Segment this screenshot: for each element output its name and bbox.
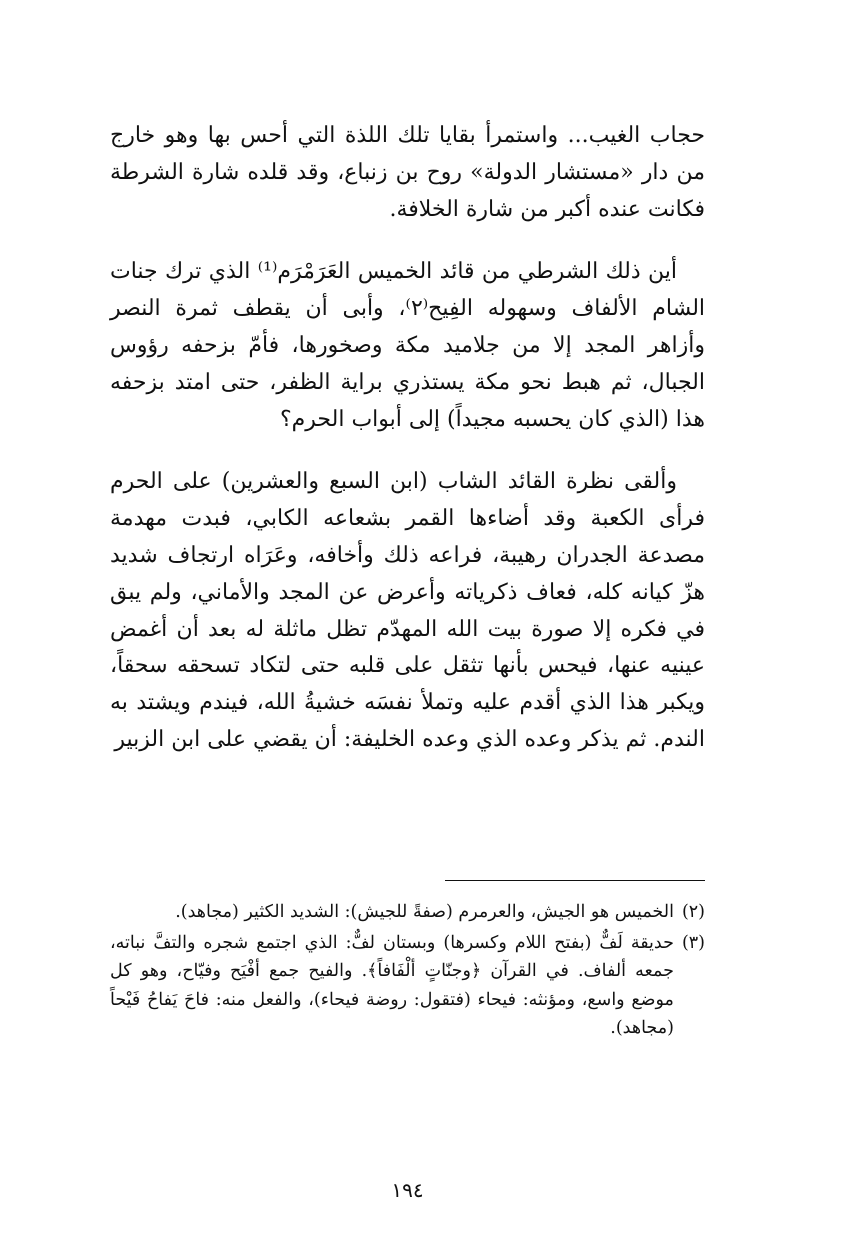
footnote-separator [445,880,705,881]
paragraph-3: وألقى نظرة القائد الشاب (ابن السبع والعشرين) على الحرم فرأى الكعبة وقد أضاءها القمر بشعاعه الكابي، فبدت مهدمة مصدعة الجدران رهيبة، فراعه ذلك وأخافه، وعَرَاه ارتجاف شديد هزّ كيانه كله، فعاف ذكرياته وأعرض عن المجد والأماني، ولم يبق في فكره إلا صورة بيت الله المهدّم تظل ماثلة له بعد أن أغمض عينيه عنها، فيحس بأنها تثقل على قلبه حتى لتكاد تسحقه سحقاً، ويكبر هذا الذي أقدم عليه وتملأ نفسَه خشيةُ الله، فيندم ويشتد به الندم. ثم يذكر وعده الذي وعده الخليفة: أن يقضي على ابن الزبير [110,469,705,752]
book-page [110,0,705,1258]
footnote-text: الخميس هو الجيش، والعرمرم (صفةً للجيش): الشديد الكثير (مجاهد). [175,902,674,922]
paragraph-1: حجاب الغيب... واستمرأ بقايا تلك اللذة التي أحس بها وهو خارج من دار «مستشار الدولة» روح بن زنباع، وقد قلده شارة الشرطة فكانت عنده أكبر من شارة الخلافة. [110,123,705,222]
footnotes [110,898,705,1045]
footnote-text: حديقة لَفٌّ (بفتح اللام وكسرها) وبستان لفٌّ: الذي اجتمع شجره والتفَّ نباته، جمعه ألفاف. في القرآن ﴿وجنّاتٍ ألْفَافاً﴾. والفيح جمع أفْيَح وفيّاح، وهو كل موضع واسع، ومؤنثه: فيحاء (فتقول: روضة فيحاء)، والفعل منه: فاحَ يَفاحُ فَيْحاً (مجاهد). [110,932,674,1038]
paragraph-2: أين ذلك الشرطي من قائد الخميس العَرَمْرَم⁽¹⁾ الذي ترك جنات الشام الألفاف وسهوله الفِيح⁽٢⁾، وأبى أن يقطف ثمرة النصر وأزاهر المجد إلا من جلاميد مكة وصخورها، فأمّ بزحفه رؤوس الجبال، ثم هبط نحو مكة يستذري براية الظفر، حتى امتد بزحفه هذا (الذي كان يحسبه مجيداً) إلى أبواب الحرم؟ [110,259,706,432]
main-text [110,118,705,785]
footnote-marker: (٢) [681,902,705,922]
footnote-1 [110,898,705,927]
footnote-marker: (٣) [681,932,705,953]
footnote-2 [110,929,705,1043]
page-number: ١٩٤ [391,1178,424,1202]
